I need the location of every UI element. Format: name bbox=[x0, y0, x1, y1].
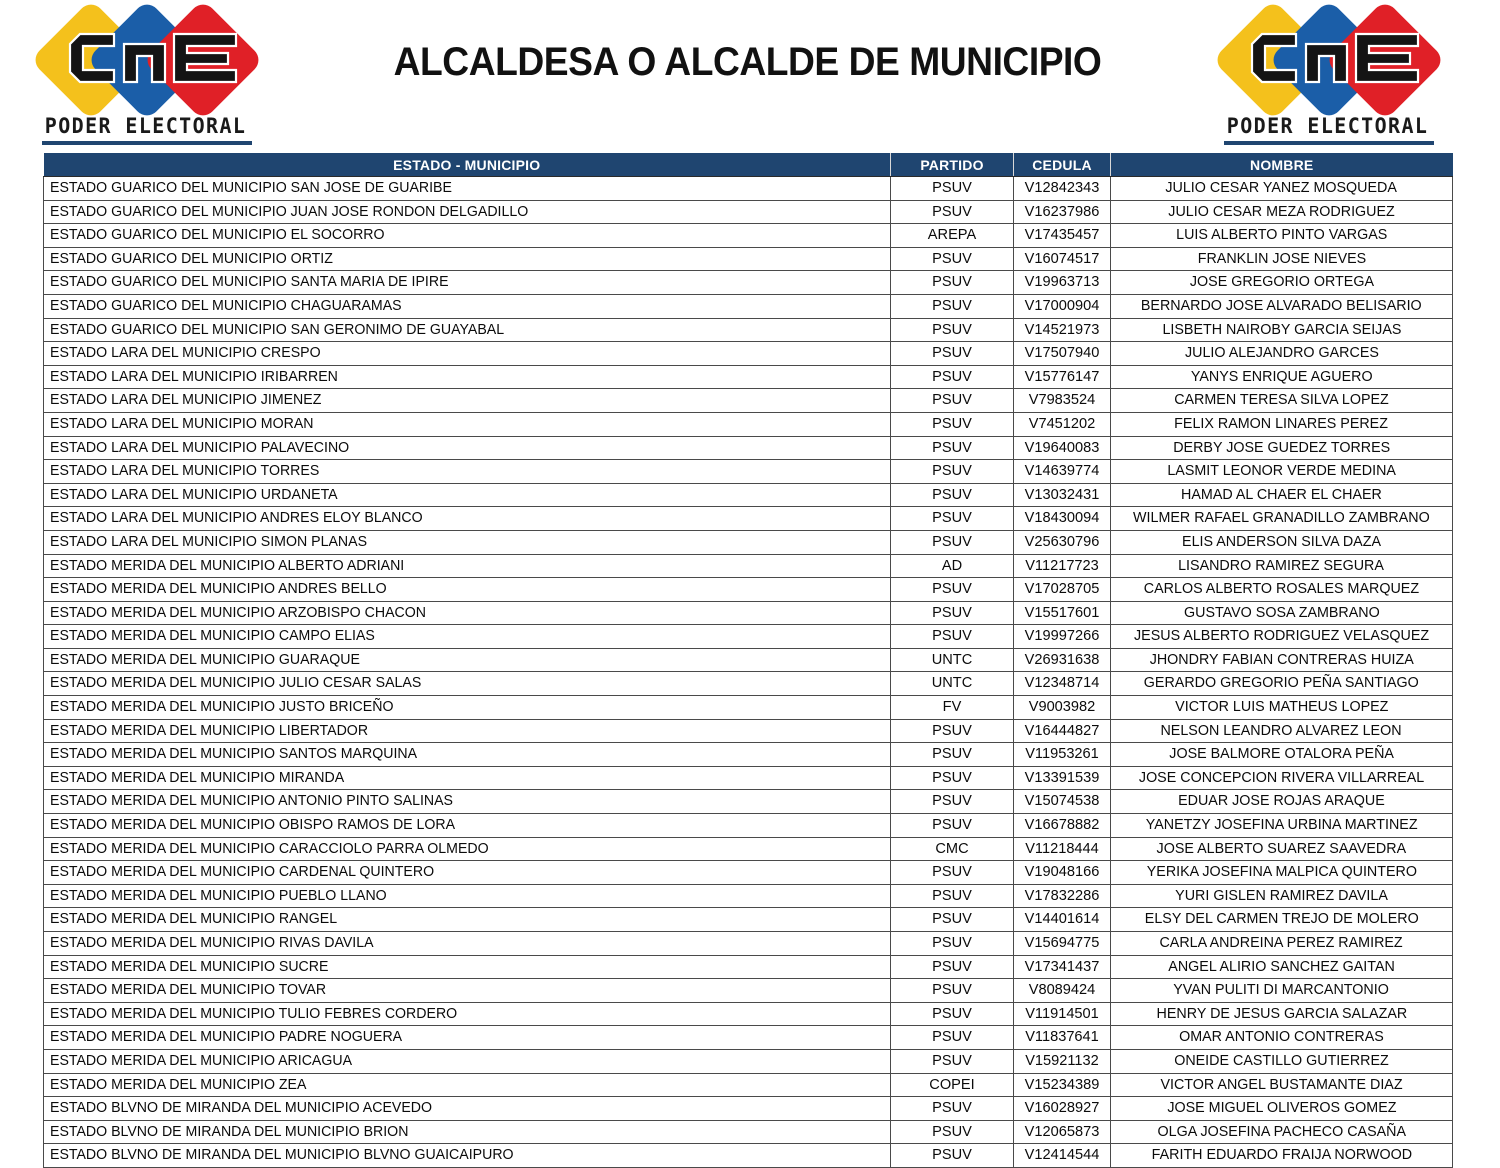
cell-nombre: ONEIDE CASTILLO GUTIERREZ bbox=[1111, 1049, 1453, 1073]
cell-cedula: V26931638 bbox=[1014, 648, 1111, 672]
cell-estado-municipio: ESTADO MERIDA DEL MUNICIPIO SANTOS MARQUINA bbox=[44, 743, 891, 767]
cell-nombre: FRANKLIN JOSE NIEVES bbox=[1111, 247, 1453, 271]
cell-estado-municipio: ESTADO MERIDA DEL MUNICIPIO PUEBLO LLANO bbox=[44, 884, 891, 908]
cell-partido: UNTC bbox=[891, 648, 1014, 672]
document-header bbox=[0, 0, 1500, 150]
table-row bbox=[44, 365, 1453, 389]
table-row bbox=[44, 530, 1453, 554]
table-row bbox=[44, 507, 1453, 531]
cell-nombre: CARLOS ALBERTO ROSALES MARQUEZ bbox=[1111, 578, 1453, 602]
cell-cedula: V16444827 bbox=[1014, 719, 1111, 743]
cell-cedula: V25630796 bbox=[1014, 530, 1111, 554]
cell-partido: PSUV bbox=[891, 1144, 1014, 1168]
cell-cedula: V19048166 bbox=[1014, 861, 1111, 885]
cell-cedula: V16237986 bbox=[1014, 200, 1111, 224]
cell-estado-municipio: ESTADO MERIDA DEL MUNICIPIO CARACCIOLO PARRA OLMEDO bbox=[44, 837, 891, 861]
cne-logo-right bbox=[1224, 0, 1454, 145]
table-row bbox=[44, 460, 1453, 484]
cell-estado-municipio: ESTADO GUARICO DEL MUNICIPIO JUAN JOSE RONDON DELGADILLO bbox=[44, 200, 891, 224]
cell-nombre: JULIO ALEJANDRO GARCES bbox=[1111, 342, 1453, 366]
table-body bbox=[44, 177, 1453, 1168]
cell-partido: PSUV bbox=[891, 412, 1014, 436]
cell-cedula: V12348714 bbox=[1014, 672, 1111, 696]
cell-partido: PSUV bbox=[891, 932, 1014, 956]
column-header-nombre: NOMBRE bbox=[1111, 153, 1453, 177]
cell-cedula: V18430094 bbox=[1014, 507, 1111, 531]
cell-nombre: OLGA JOSEFINA PACHECO CASAÑA bbox=[1111, 1120, 1453, 1144]
cell-cedula: V16678882 bbox=[1014, 814, 1111, 838]
table-row bbox=[44, 318, 1453, 342]
cell-estado-municipio: ESTADO LARA DEL MUNICIPIO URDANETA bbox=[44, 483, 891, 507]
cell-partido: PSUV bbox=[891, 342, 1014, 366]
table-header-row bbox=[44, 153, 1453, 177]
table-row bbox=[44, 766, 1453, 790]
cell-partido: PSUV bbox=[891, 814, 1014, 838]
table-row bbox=[44, 1026, 1453, 1050]
cell-partido: PSUV bbox=[891, 1049, 1014, 1073]
table-row bbox=[44, 1002, 1453, 1026]
table-row bbox=[44, 1144, 1453, 1168]
table-row bbox=[44, 271, 1453, 295]
cell-estado-municipio: ESTADO MERIDA DEL MUNICIPIO JULIO CESAR SALAS bbox=[44, 672, 891, 696]
cell-cedula: V9003982 bbox=[1014, 696, 1111, 720]
cell-cedula: V15074538 bbox=[1014, 790, 1111, 814]
results-table-wrap bbox=[43, 153, 1452, 1168]
cell-cedula: V7451202 bbox=[1014, 412, 1111, 436]
cell-cedula: V19963713 bbox=[1014, 271, 1111, 295]
cell-estado-municipio: ESTADO MERIDA DEL MUNICIPIO JUSTO BRICEÑO bbox=[44, 696, 891, 720]
cell-nombre: JESUS ALBERTO RODRIGUEZ VELASQUEZ bbox=[1111, 625, 1453, 649]
cell-nombre: FELIX RAMON LINARES PEREZ bbox=[1111, 412, 1453, 436]
cell-partido: COPEI bbox=[891, 1073, 1014, 1097]
cell-partido: PSUV bbox=[891, 601, 1014, 625]
cne-logo-marks-left bbox=[42, 8, 260, 112]
cell-nombre: VICTOR ANGEL BUSTAMANTE DIAZ bbox=[1111, 1073, 1453, 1097]
cell-nombre: BERNARDO JOSE ALVARADO BELISARIO bbox=[1111, 294, 1453, 318]
cell-cedula: V16028927 bbox=[1014, 1097, 1111, 1121]
cell-cedula: V17000904 bbox=[1014, 294, 1111, 318]
cell-estado-municipio: ESTADO LARA DEL MUNICIPIO CRESPO bbox=[44, 342, 891, 366]
cell-nombre: YANYS ENRIQUE AGUERO bbox=[1111, 365, 1453, 389]
cell-nombre: JOSE ALBERTO SUAREZ SAAVEDRA bbox=[1111, 837, 1453, 861]
cell-partido: PSUV bbox=[891, 460, 1014, 484]
cell-partido: PSUV bbox=[891, 1097, 1014, 1121]
cell-partido: PSUV bbox=[891, 318, 1014, 342]
cell-cedula: V17341437 bbox=[1014, 955, 1111, 979]
cell-estado-municipio: ESTADO MERIDA DEL MUNICIPIO RANGEL bbox=[44, 908, 891, 932]
cne-logo-left bbox=[42, 0, 272, 145]
cell-cedula: V11217723 bbox=[1014, 554, 1111, 578]
cell-nombre: YANETZY JOSEFINA URBINA MARTINEZ bbox=[1111, 814, 1453, 838]
cell-nombre: ANGEL ALIRIO SANCHEZ GAITAN bbox=[1111, 955, 1453, 979]
table-row bbox=[44, 955, 1453, 979]
cell-nombre: YERIKA JOSEFINA MALPICA QUINTERO bbox=[1111, 861, 1453, 885]
cell-cedula: V12414544 bbox=[1014, 1144, 1111, 1168]
table-row bbox=[44, 837, 1453, 861]
cell-partido: PSUV bbox=[891, 979, 1014, 1003]
cell-nombre: LUIS ALBERTO PINTO VARGAS bbox=[1111, 224, 1453, 248]
cell-partido: PSUV bbox=[891, 389, 1014, 413]
column-header-cedula: CEDULA bbox=[1014, 153, 1111, 177]
column-header-partido: PARTIDO bbox=[891, 153, 1014, 177]
cell-nombre: LASMIT LEONOR VERDE MEDINA bbox=[1111, 460, 1453, 484]
cell-estado-municipio: ESTADO MERIDA DEL MUNICIPIO ANDRES BELLO bbox=[44, 578, 891, 602]
cell-partido: AREPA bbox=[891, 224, 1014, 248]
cell-estado-municipio: ESTADO GUARICO DEL MUNICIPIO SANTA MARIA DE IPIRE bbox=[44, 271, 891, 295]
cell-cedula: V17435457 bbox=[1014, 224, 1111, 248]
table-row bbox=[44, 932, 1453, 956]
cell-estado-municipio: ESTADO MERIDA DEL MUNICIPIO LIBERTADOR bbox=[44, 719, 891, 743]
cell-partido: PSUV bbox=[891, 1026, 1014, 1050]
table-row bbox=[44, 1120, 1453, 1144]
cell-estado-municipio: ESTADO MERIDA DEL MUNICIPIO MIRANDA bbox=[44, 766, 891, 790]
cell-nombre: NELSON LEANDRO ALVAREZ LEON bbox=[1111, 719, 1453, 743]
cell-estado-municipio: ESTADO MERIDA DEL MUNICIPIO ARICAGUA bbox=[44, 1049, 891, 1073]
cell-estado-municipio: ESTADO MERIDA DEL MUNICIPIO RIVAS DAVILA bbox=[44, 932, 891, 956]
table-row bbox=[44, 625, 1453, 649]
cell-partido: PSUV bbox=[891, 955, 1014, 979]
table-row bbox=[44, 719, 1453, 743]
table-row bbox=[44, 790, 1453, 814]
cell-estado-municipio: ESTADO MERIDA DEL MUNICIPIO CAMPO ELIAS bbox=[44, 625, 891, 649]
cell-nombre: WILMER RAFAEL GRANADILLO ZAMBRANO bbox=[1111, 507, 1453, 531]
cell-cedula: V11953261 bbox=[1014, 743, 1111, 767]
cell-estado-municipio: ESTADO GUARICO DEL MUNICIPIO SAN JOSE DE GUARIBE bbox=[44, 177, 891, 201]
cell-cedula: V17028705 bbox=[1014, 578, 1111, 602]
table-row bbox=[44, 1097, 1453, 1121]
cell-cedula: V14521973 bbox=[1014, 318, 1111, 342]
cell-nombre: HAMAD AL CHAER EL CHAER bbox=[1111, 483, 1453, 507]
cell-partido: PSUV bbox=[891, 578, 1014, 602]
cell-estado-municipio: ESTADO MERIDA DEL MUNICIPIO ARZOBISPO CHACON bbox=[44, 601, 891, 625]
cell-estado-municipio: ESTADO MERIDA DEL MUNICIPIO TULIO FEBRES CORDERO bbox=[44, 1002, 891, 1026]
cell-nombre: CARMEN TERESA SILVA LOPEZ bbox=[1111, 389, 1453, 413]
cell-cedula: V12065873 bbox=[1014, 1120, 1111, 1144]
cell-nombre: JULIO CESAR YANEZ MOSQUEDA bbox=[1111, 177, 1453, 201]
table-row bbox=[44, 601, 1453, 625]
cne-wordmark-icon bbox=[66, 30, 242, 84]
table-row bbox=[44, 483, 1453, 507]
cell-partido: PSUV bbox=[891, 908, 1014, 932]
cell-estado-municipio: ESTADO LARA DEL MUNICIPIO TORRES bbox=[44, 460, 891, 484]
cell-cedula: V15921132 bbox=[1014, 1049, 1111, 1073]
cell-nombre: YVAN PULITI DI MARCANTONIO bbox=[1111, 979, 1453, 1003]
cell-estado-municipio: ESTADO GUARICO DEL MUNICIPIO SAN GERONIMO DE GUAYABAL bbox=[44, 318, 891, 342]
cell-cedula: V11914501 bbox=[1014, 1002, 1111, 1026]
table-row bbox=[44, 412, 1453, 436]
cell-estado-municipio: ESTADO MERIDA DEL MUNICIPIO PADRE NOGUERA bbox=[44, 1026, 891, 1050]
cne-tagline-left: PODER ELECTORAL bbox=[44, 114, 247, 138]
table-row bbox=[44, 247, 1453, 271]
cell-estado-municipio: ESTADO MERIDA DEL MUNICIPIO GUARAQUE bbox=[44, 648, 891, 672]
cell-cedula: V8089424 bbox=[1014, 979, 1111, 1003]
cell-partido: PSUV bbox=[891, 507, 1014, 531]
cell-estado-municipio: ESTADO MERIDA DEL MUNICIPIO TOVAR bbox=[44, 979, 891, 1003]
cell-estado-municipio: ESTADO MERIDA DEL MUNICIPIO SUCRE bbox=[44, 955, 891, 979]
table-row bbox=[44, 436, 1453, 460]
table-row bbox=[44, 389, 1453, 413]
cell-nombre: CARLA ANDREINA PEREZ RAMIREZ bbox=[1111, 932, 1453, 956]
cell-partido: PSUV bbox=[891, 766, 1014, 790]
cell-partido: PSUV bbox=[891, 884, 1014, 908]
cell-partido: AD bbox=[891, 554, 1014, 578]
cell-nombre: JHONDRY FABIAN CONTRERAS HUIZA bbox=[1111, 648, 1453, 672]
cell-nombre: FARITH EDUARDO FRAIJA NORWOOD bbox=[1111, 1144, 1453, 1168]
cell-nombre: EDUAR JOSE ROJAS ARAQUE bbox=[1111, 790, 1453, 814]
cne-tagline-right: PODER ELECTORAL bbox=[1226, 114, 1429, 138]
column-header-estado-municipio: ESTADO - MUNICIPIO bbox=[44, 153, 891, 177]
cell-nombre: JOSE BALMORE OTALORA PEÑA bbox=[1111, 743, 1453, 767]
table-row bbox=[44, 696, 1453, 720]
table-row bbox=[44, 578, 1453, 602]
table-row bbox=[44, 200, 1453, 224]
cell-cedula: V12842343 bbox=[1014, 177, 1111, 201]
cell-nombre: DERBY JOSE GUEDEZ TORRES bbox=[1111, 436, 1453, 460]
cell-cedula: V14639774 bbox=[1014, 460, 1111, 484]
cell-estado-municipio: ESTADO MERIDA DEL MUNICIPIO ANTONIO PINTO SALINAS bbox=[44, 790, 891, 814]
cell-nombre: VICTOR LUIS MATHEUS LOPEZ bbox=[1111, 696, 1453, 720]
cell-partido: PSUV bbox=[891, 1002, 1014, 1026]
cell-partido: PSUV bbox=[891, 436, 1014, 460]
cell-nombre: JOSE CONCEPCION RIVERA VILLARREAL bbox=[1111, 766, 1453, 790]
cell-cedula: V15694775 bbox=[1014, 932, 1111, 956]
cell-estado-municipio: ESTADO LARA DEL MUNICIPIO PALAVECINO bbox=[44, 436, 891, 460]
cell-partido: PSUV bbox=[891, 247, 1014, 271]
cell-nombre: HENRY DE JESUS GARCIA SALAZAR bbox=[1111, 1002, 1453, 1026]
table-row bbox=[44, 648, 1453, 672]
table-row bbox=[44, 743, 1453, 767]
cell-partido: PSUV bbox=[891, 861, 1014, 885]
table-header bbox=[44, 153, 1453, 177]
cell-cedula: V16074517 bbox=[1014, 247, 1111, 271]
cell-nombre: JOSE MIGUEL OLIVEROS GOMEZ bbox=[1111, 1097, 1453, 1121]
cell-cedula: V15776147 bbox=[1014, 365, 1111, 389]
cell-cedula: V17832286 bbox=[1014, 884, 1111, 908]
cell-cedula: V11218444 bbox=[1014, 837, 1111, 861]
table-row bbox=[44, 908, 1453, 932]
cne-logo-marks-right bbox=[1224, 8, 1442, 112]
cell-nombre: ELIS ANDERSON SILVA DAZA bbox=[1111, 530, 1453, 554]
cell-cedula: V17507940 bbox=[1014, 342, 1111, 366]
table-row bbox=[44, 177, 1453, 201]
cell-nombre: YURI GISLEN RAMIREZ DAVILA bbox=[1111, 884, 1453, 908]
table-row bbox=[44, 861, 1453, 885]
table-row bbox=[44, 554, 1453, 578]
cell-partido: UNTC bbox=[891, 672, 1014, 696]
cell-partido: PSUV bbox=[891, 294, 1014, 318]
cell-cedula: V15234389 bbox=[1014, 1073, 1111, 1097]
cell-estado-municipio: ESTADO BLVNO DE MIRANDA DEL MUNICIPIO ACEVEDO bbox=[44, 1097, 891, 1121]
cell-cedula: V15517601 bbox=[1014, 601, 1111, 625]
cell-cedula: V13032431 bbox=[1014, 483, 1111, 507]
cell-cedula: V14401614 bbox=[1014, 908, 1111, 932]
page-title-wrap bbox=[272, 0, 1224, 85]
cell-estado-municipio: ESTADO MERIDA DEL MUNICIPIO CARDENAL QUINTERO bbox=[44, 861, 891, 885]
cell-partido: PSUV bbox=[891, 1120, 1014, 1144]
cell-estado-municipio: ESTADO MERIDA DEL MUNICIPIO OBISPO RAMOS DE LORA bbox=[44, 814, 891, 838]
cell-partido: PSUV bbox=[891, 743, 1014, 767]
cne-tagline-underline-left bbox=[42, 141, 252, 145]
cell-partido: PSUV bbox=[891, 530, 1014, 554]
table-row bbox=[44, 672, 1453, 696]
cell-estado-municipio: ESTADO MERIDA DEL MUNICIPIO ZEA bbox=[44, 1073, 891, 1097]
cell-cedula: V7983524 bbox=[1014, 389, 1111, 413]
cne-tagline-underline-right bbox=[1224, 141, 1434, 145]
cell-partido: PSUV bbox=[891, 790, 1014, 814]
table-row bbox=[44, 1049, 1453, 1073]
table-row bbox=[44, 1073, 1453, 1097]
cell-partido: FV bbox=[891, 696, 1014, 720]
cell-partido: PSUV bbox=[891, 625, 1014, 649]
cell-nombre: LISANDRO RAMIREZ SEGURA bbox=[1111, 554, 1453, 578]
cell-nombre: JULIO CESAR MEZA RODRIGUEZ bbox=[1111, 200, 1453, 224]
cell-partido: PSUV bbox=[891, 271, 1014, 295]
cell-nombre: GUSTAVO SOSA ZAMBRANO bbox=[1111, 601, 1453, 625]
cell-estado-municipio: ESTADO LARA DEL MUNICIPIO IRIBARREN bbox=[44, 365, 891, 389]
cell-estado-municipio: ESTADO GUARICO DEL MUNICIPIO EL SOCORRO bbox=[44, 224, 891, 248]
results-table bbox=[43, 153, 1453, 1168]
cell-nombre: JOSE GREGORIO ORTEGA bbox=[1111, 271, 1453, 295]
cell-nombre: GERARDO GREGORIO PEÑA SANTIAGO bbox=[1111, 672, 1453, 696]
cell-nombre: OMAR ANTONIO CONTRERAS bbox=[1111, 1026, 1453, 1050]
cell-estado-municipio: ESTADO LARA DEL MUNICIPIO SIMON PLANAS bbox=[44, 530, 891, 554]
table-row bbox=[44, 294, 1453, 318]
cell-estado-municipio: ESTADO BLVNO DE MIRANDA DEL MUNICIPIO BLVNO GUAICAIPURO bbox=[44, 1144, 891, 1168]
cell-partido: CMC bbox=[891, 837, 1014, 861]
cell-cedula: V19640083 bbox=[1014, 436, 1111, 460]
cell-estado-municipio: ESTADO BLVNO DE MIRANDA DEL MUNICIPIO BRION bbox=[44, 1120, 891, 1144]
cell-cedula: V13391539 bbox=[1014, 766, 1111, 790]
cell-estado-municipio: ESTADO MERIDA DEL MUNICIPIO ALBERTO ADRIANI bbox=[44, 554, 891, 578]
table-row bbox=[44, 224, 1453, 248]
table-row bbox=[44, 814, 1453, 838]
cell-partido: PSUV bbox=[891, 719, 1014, 743]
table-row bbox=[44, 342, 1453, 366]
page-title: ALCALDESA O ALCALDE DE MUNICIPIO bbox=[394, 40, 1102, 84]
cell-partido: PSUV bbox=[891, 483, 1014, 507]
table-row bbox=[44, 884, 1453, 908]
cell-partido: PSUV bbox=[891, 177, 1014, 201]
cne-wordmark-icon bbox=[1248, 30, 1424, 84]
cell-estado-municipio: ESTADO LARA DEL MUNICIPIO ANDRES ELOY BLANCO bbox=[44, 507, 891, 531]
cell-partido: PSUV bbox=[891, 365, 1014, 389]
cell-cedula: V19997266 bbox=[1014, 625, 1111, 649]
cell-estado-municipio: ESTADO GUARICO DEL MUNICIPIO ORTIZ bbox=[44, 247, 891, 271]
cell-nombre: LISBETH NAIROBY GARCIA SEIJAS bbox=[1111, 318, 1453, 342]
cell-nombre: ELSY DEL CARMEN TREJO DE MOLERO bbox=[1111, 908, 1453, 932]
table-row bbox=[44, 979, 1453, 1003]
cell-estado-municipio: ESTADO LARA DEL MUNICIPIO MORAN bbox=[44, 412, 891, 436]
cell-cedula: V11837641 bbox=[1014, 1026, 1111, 1050]
cell-estado-municipio: ESTADO LARA DEL MUNICIPIO JIMENEZ bbox=[44, 389, 891, 413]
cell-partido: PSUV bbox=[891, 200, 1014, 224]
cell-estado-municipio: ESTADO GUARICO DEL MUNICIPIO CHAGUARAMAS bbox=[44, 294, 891, 318]
